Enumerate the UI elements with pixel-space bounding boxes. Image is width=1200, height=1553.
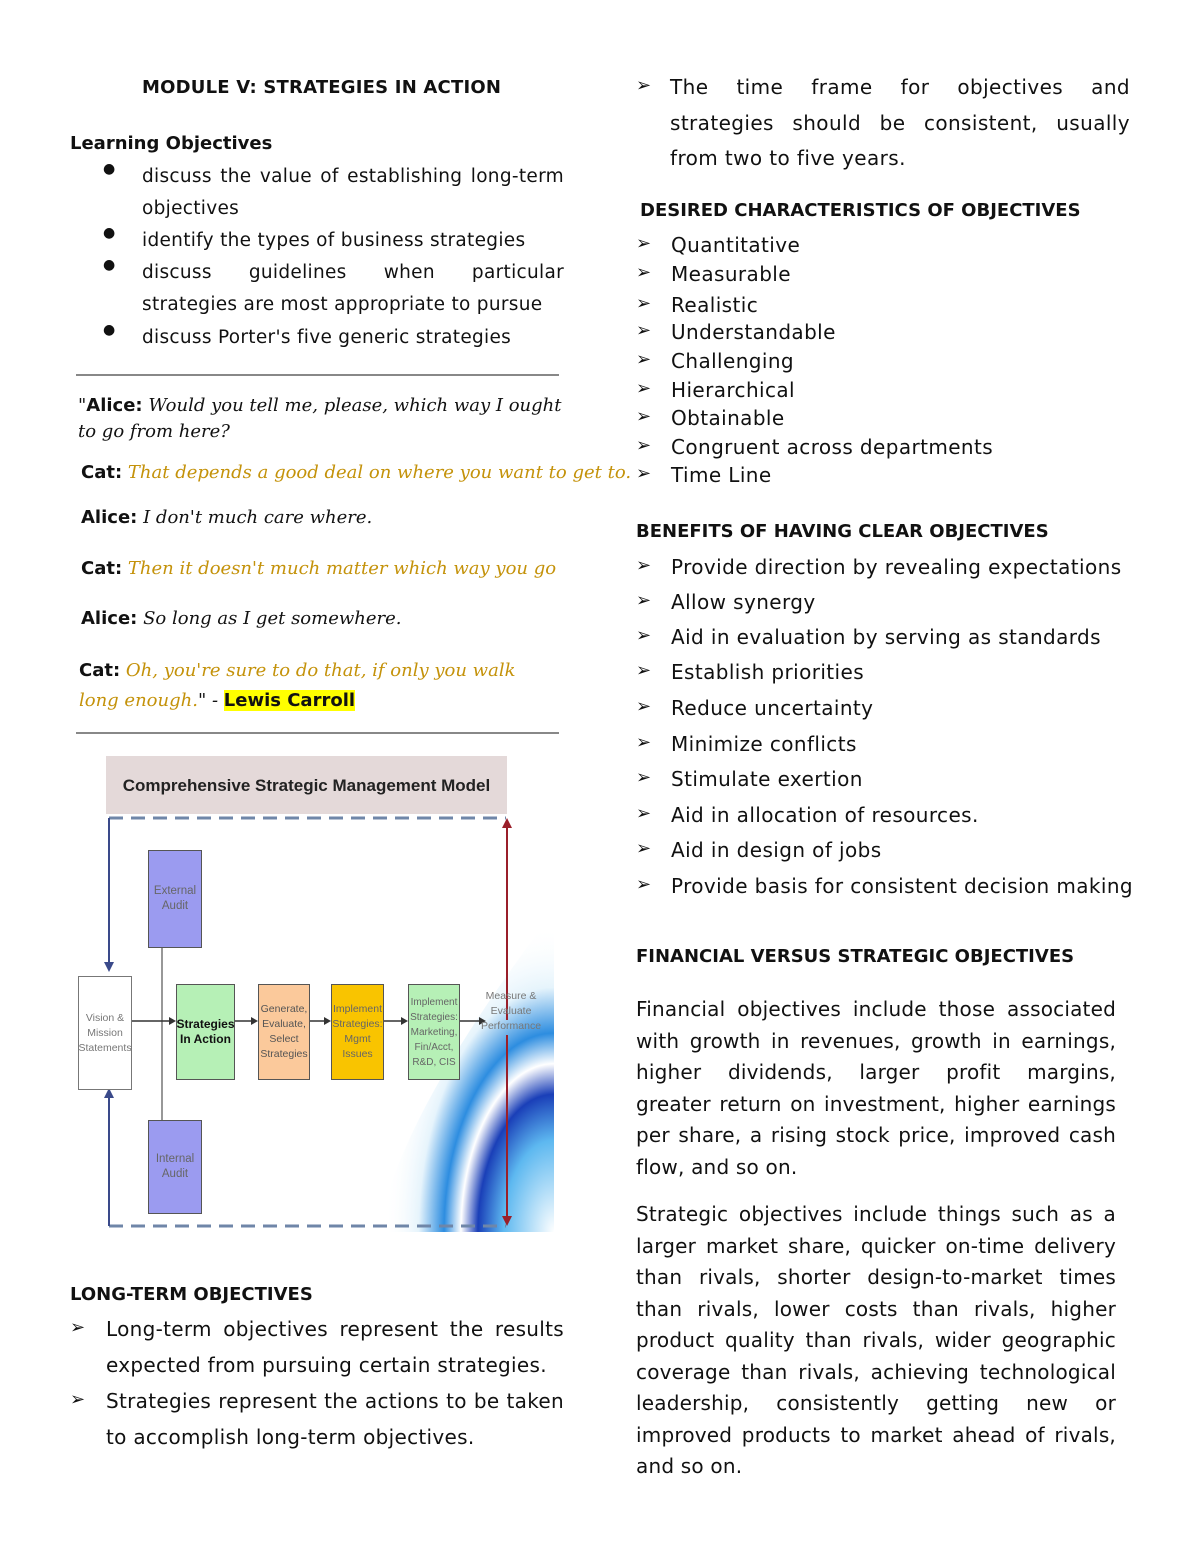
vision-mission-box: Vision & Mission Statements bbox=[78, 976, 132, 1090]
arrow-bullet-icon: ➢ bbox=[636, 378, 652, 399]
generate-evaluate-box: Generate, Evaluate, Select Strategies bbox=[258, 984, 310, 1080]
strategies-in-action-box: Strategies In Action bbox=[176, 984, 235, 1080]
arrow-bullet-icon: ➢ bbox=[70, 1389, 86, 1410]
module-title: MODULE V: STRATEGIES IN ACTION bbox=[142, 77, 502, 98]
bullet-dot-icon: ● bbox=[103, 225, 116, 241]
bullet-dot-icon: ● bbox=[103, 322, 116, 338]
long-term-item: ➢ Strategies represent the actions to be taken to accomplish long-term objectives. bbox=[70, 1389, 564, 1449]
time-frame-item: ➢ The time frame for objectives and strategies should be consistent, usually from two to five years. bbox=[636, 75, 1130, 170]
arrow-bullet-icon: ➢ bbox=[636, 320, 652, 341]
long-term-heading: LONG-TERM OBJECTIVES bbox=[70, 1284, 313, 1305]
arrow-bullet-icon: ➢ bbox=[70, 1317, 86, 1338]
quote-line: Cat: That depends a good deal on where you want to get to. bbox=[81, 462, 632, 483]
quote-line: Cat: Then it doesn't much matter which way you go bbox=[81, 558, 557, 579]
quote-line: Cat: Oh, you're sure to do that, if only you walk long enough." - Lewis Carroll bbox=[79, 660, 516, 711]
arrow-bullet-icon: ➢ bbox=[636, 262, 652, 283]
benefits-heading: BENEFITS OF HAVING CLEAR OBJECTIVES bbox=[636, 521, 1049, 542]
arrow-bullet-icon: ➢ bbox=[636, 435, 652, 456]
arrow-bullet-icon: ➢ bbox=[636, 838, 652, 859]
arrow-bullet-icon: ➢ bbox=[636, 874, 652, 895]
swirl-decoration bbox=[376, 910, 554, 1232]
arrow-bullet-icon: ➢ bbox=[636, 767, 652, 788]
arrow-bullet-icon: ➢ bbox=[636, 349, 652, 370]
strategic-paragraph: Strategic objectives include things such as a larger market share, quicker on-time delivery than rivals, shorter design-to-market times than rivals, lower costs than rivals, higher product quality than rivals, wider geographic coverage than rivals, achieving technological leadership, consistently getting new or improved products to market ahead of rivals, and so on. bbox=[636, 1202, 1116, 1478]
financial-paragraph: Financial objectives include those associated with growth in revenues, growth in earnings, higher dividends, larger profit margins, greater return on investment, higher earnings per share, a rising stock price, improved cash flow, and so on. bbox=[636, 997, 1116, 1179]
quote-block bbox=[78, 393, 568, 445]
arrow-bullet-icon: ➢ bbox=[636, 463, 652, 484]
arrow-bullet-icon: ➢ bbox=[636, 406, 652, 427]
divider bbox=[76, 374, 559, 376]
arrow-bullet-icon: ➢ bbox=[636, 555, 652, 576]
implement-mgmt-box: Implement Strategies: Mgmt Issues bbox=[331, 984, 384, 1080]
diagram-title: Comprehensive Strategic Management Model bbox=[122, 775, 491, 795]
external-audit-box: External Audit bbox=[148, 850, 202, 948]
financial-heading: FINANCIAL VERSUS STRATEGIC OBJECTIVES bbox=[636, 946, 1075, 967]
strategic-management-diagram bbox=[76, 750, 554, 1232]
quote-line: Alice: I don't much care where. bbox=[81, 507, 373, 528]
arrow-bullet-icon: ➢ bbox=[636, 625, 652, 646]
arrow-bullet-icon: ➢ bbox=[636, 75, 652, 96]
arrow-bullet-icon: ➢ bbox=[636, 233, 652, 254]
long-term-item: ➢ Long-term objectives represent the results expected from pursuing certain strategies. bbox=[70, 1317, 564, 1377]
measure-evaluate-label: Measure & Evaluate Performance bbox=[480, 989, 542, 1032]
arrow-bullet-icon: ➢ bbox=[636, 660, 652, 681]
quote-author: Lewis Carroll bbox=[223, 690, 356, 711]
internal-audit-box: Internal Audit bbox=[148, 1120, 202, 1214]
bullet-dot-icon: ● bbox=[103, 161, 116, 177]
arrow-bullet-icon: ➢ bbox=[636, 803, 652, 824]
desired-heading: DESIRED CHARACTERISTICS OF OBJECTIVES bbox=[640, 200, 1081, 221]
arrow-bullet-icon: ➢ bbox=[636, 732, 652, 753]
learning-objectives-heading: Learning Objectives bbox=[70, 133, 273, 154]
implement-marketing-box: Implement Strategies: Marketing, Fin/Acct, R&D, CIS bbox=[408, 984, 460, 1080]
divider bbox=[76, 732, 559, 734]
quote-line: "Alice: Would you tell me, please, which way I ought to go from here? bbox=[78, 395, 562, 442]
bullet-dot-icon: ● bbox=[103, 257, 116, 273]
arrow-bullet-icon: ➢ bbox=[636, 293, 652, 314]
arrow-bullet-icon: ➢ bbox=[636, 590, 652, 611]
quote-line: Alice: So long as I get somewhere. bbox=[81, 608, 402, 629]
arrow-bullet-icon: ➢ bbox=[636, 696, 652, 717]
